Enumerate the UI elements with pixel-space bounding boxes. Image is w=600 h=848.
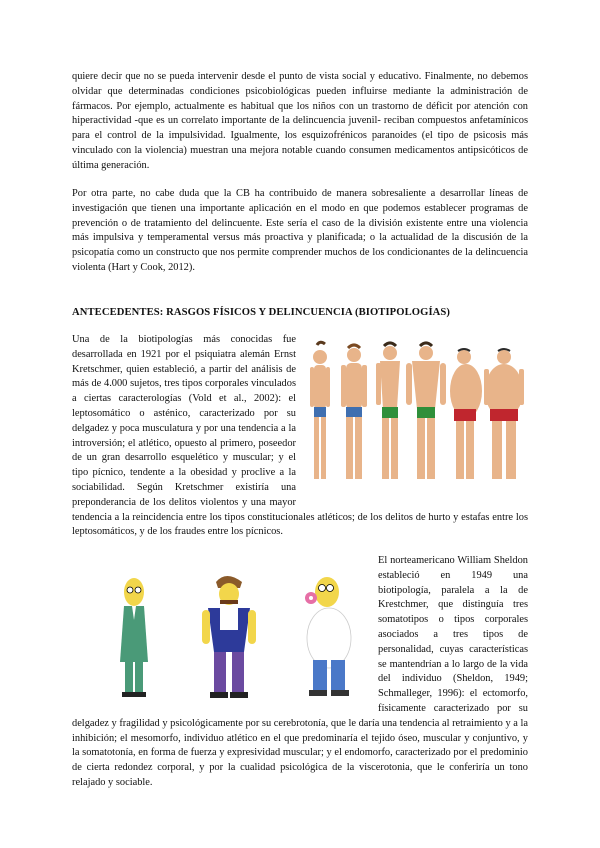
pyknic-figure-side bbox=[450, 349, 482, 479]
muscular-man-icon bbox=[202, 576, 256, 698]
round-man-icon bbox=[305, 577, 351, 696]
leptosomatic-figure-front bbox=[310, 342, 330, 479]
paragraph-intervention: quiere decir que no se pueda intervenir desde el punto de vista social y educativo. Finalmente, no debemos olvidar que determinadas condiciones psicobiológicas pueden influirse mediante la administración de fármacos. Por ejemplo, actualmente es habitual que los niños con un trastorno de déficit por atención con hiperactividad -que es un correlato importante de la delincuencia juvenil- reciban compuestos anfetamínicos para el control de la impulsividad. Igualmente, los esquizofrénicos paranoides (el tipo de psicosis más vinculado con la violencia) muestran una mejora notable cuando consumen medicamentos antipsicóticos de última generación. bbox=[72, 71, 528, 171]
athletic-figure-front bbox=[406, 343, 446, 479]
paragraph-sheldon: El norteamericano William Sheldon estableció en 1949 una biotipología, paralela a la de Krestchmer, que distinguía tres somatotipos o tipos corporales asociados a tres tipos de personalidad, cuyas características se mantendrían a lo largo de la vida del individuo (Sheldon, 1949; Schmalleger, 1996): el ectomorfo, físicamente caracterizado por su delgadez y fragilidad y psicológicamente por su cerebrotonía, que le daría una tendencia al retraimiento y a la inhibición; el mesomorfo, individuo atlético en el que predominaría el tejido óseo, muscular y conjuntivo, y la somatotonía, en forma de fuerza y expresividad muscular; y el endomorfo, caracterizado por el predominio de cierta redondez corporal, y por la cualidad psicológica de la viscerotonia, que le conferiría un tono relajado y sociable. bbox=[72, 555, 528, 788]
body-types-illustration bbox=[304, 333, 528, 493]
paragraph-kretschmer: Una de la biotipologías más conocidas fue desarrollada en 1921 por el psiquiatra alemán Ernst Kretschmer, quien estableció, a partir del análisis de más de 4.000 sujetos, tres tipos corporales vinculados a ciertas caracterologías (Vold et al., 2002): el leptosomático o asténico, caracterizado por su delgadez y poca musculatura y por una tendencia a la introversión; el atlético, opuesto al primero, poseedor de un gran desarrollo esquelético y muscular; y el tipo pícnico, tendente a la obesidad y proclive a la sociabilidad. Según Kretschmer existiría una preponderancia de los delitos violentos y una mayor tendencia a la reincidencia entre los tipos constitucionales atléticos; de los delitos de hurto y estafas entre los leptosomáticos, y de los fraudes entre los pícnicos. bbox=[72, 334, 528, 538]
kretschmer-section bbox=[72, 333, 528, 540]
pyknic-figure-front bbox=[484, 349, 524, 479]
section-heading: ANTECEDENTES: RASGOS FÍSICOS Y DELINCUENCIA (BIOTIPOLOGÍAS) bbox=[72, 307, 451, 318]
sheldon-section bbox=[72, 554, 528, 791]
body-types-figure bbox=[304, 333, 528, 493]
paragraph-cb-contribution: Por otra parte, no cabe duda que la CB ha contribuido de manera sobresaliente a desarrollar líneas de investigación que tienen una importante aplicación en el modo en que podemos establecer programas de prevención o de tratamiento del delincuente. Este sería el caso de la división existente entre una violencia más impulsiva y temperamental versus más proactiva y planificada; o la actualidad de la discusión de la psicopatía como un constructo que nos permite comprender muchos de los condicionantes de la delincuencia violenta (Hart y Cook, 2012). bbox=[72, 188, 528, 273]
thin-old-man-icon bbox=[120, 578, 148, 697]
somatotype-cartoons bbox=[72, 568, 372, 708]
somatotype-cartoons-figure bbox=[72, 568, 372, 708]
leptosomatic-figure-side bbox=[341, 345, 367, 479]
athletic-figure-side bbox=[376, 343, 400, 479]
